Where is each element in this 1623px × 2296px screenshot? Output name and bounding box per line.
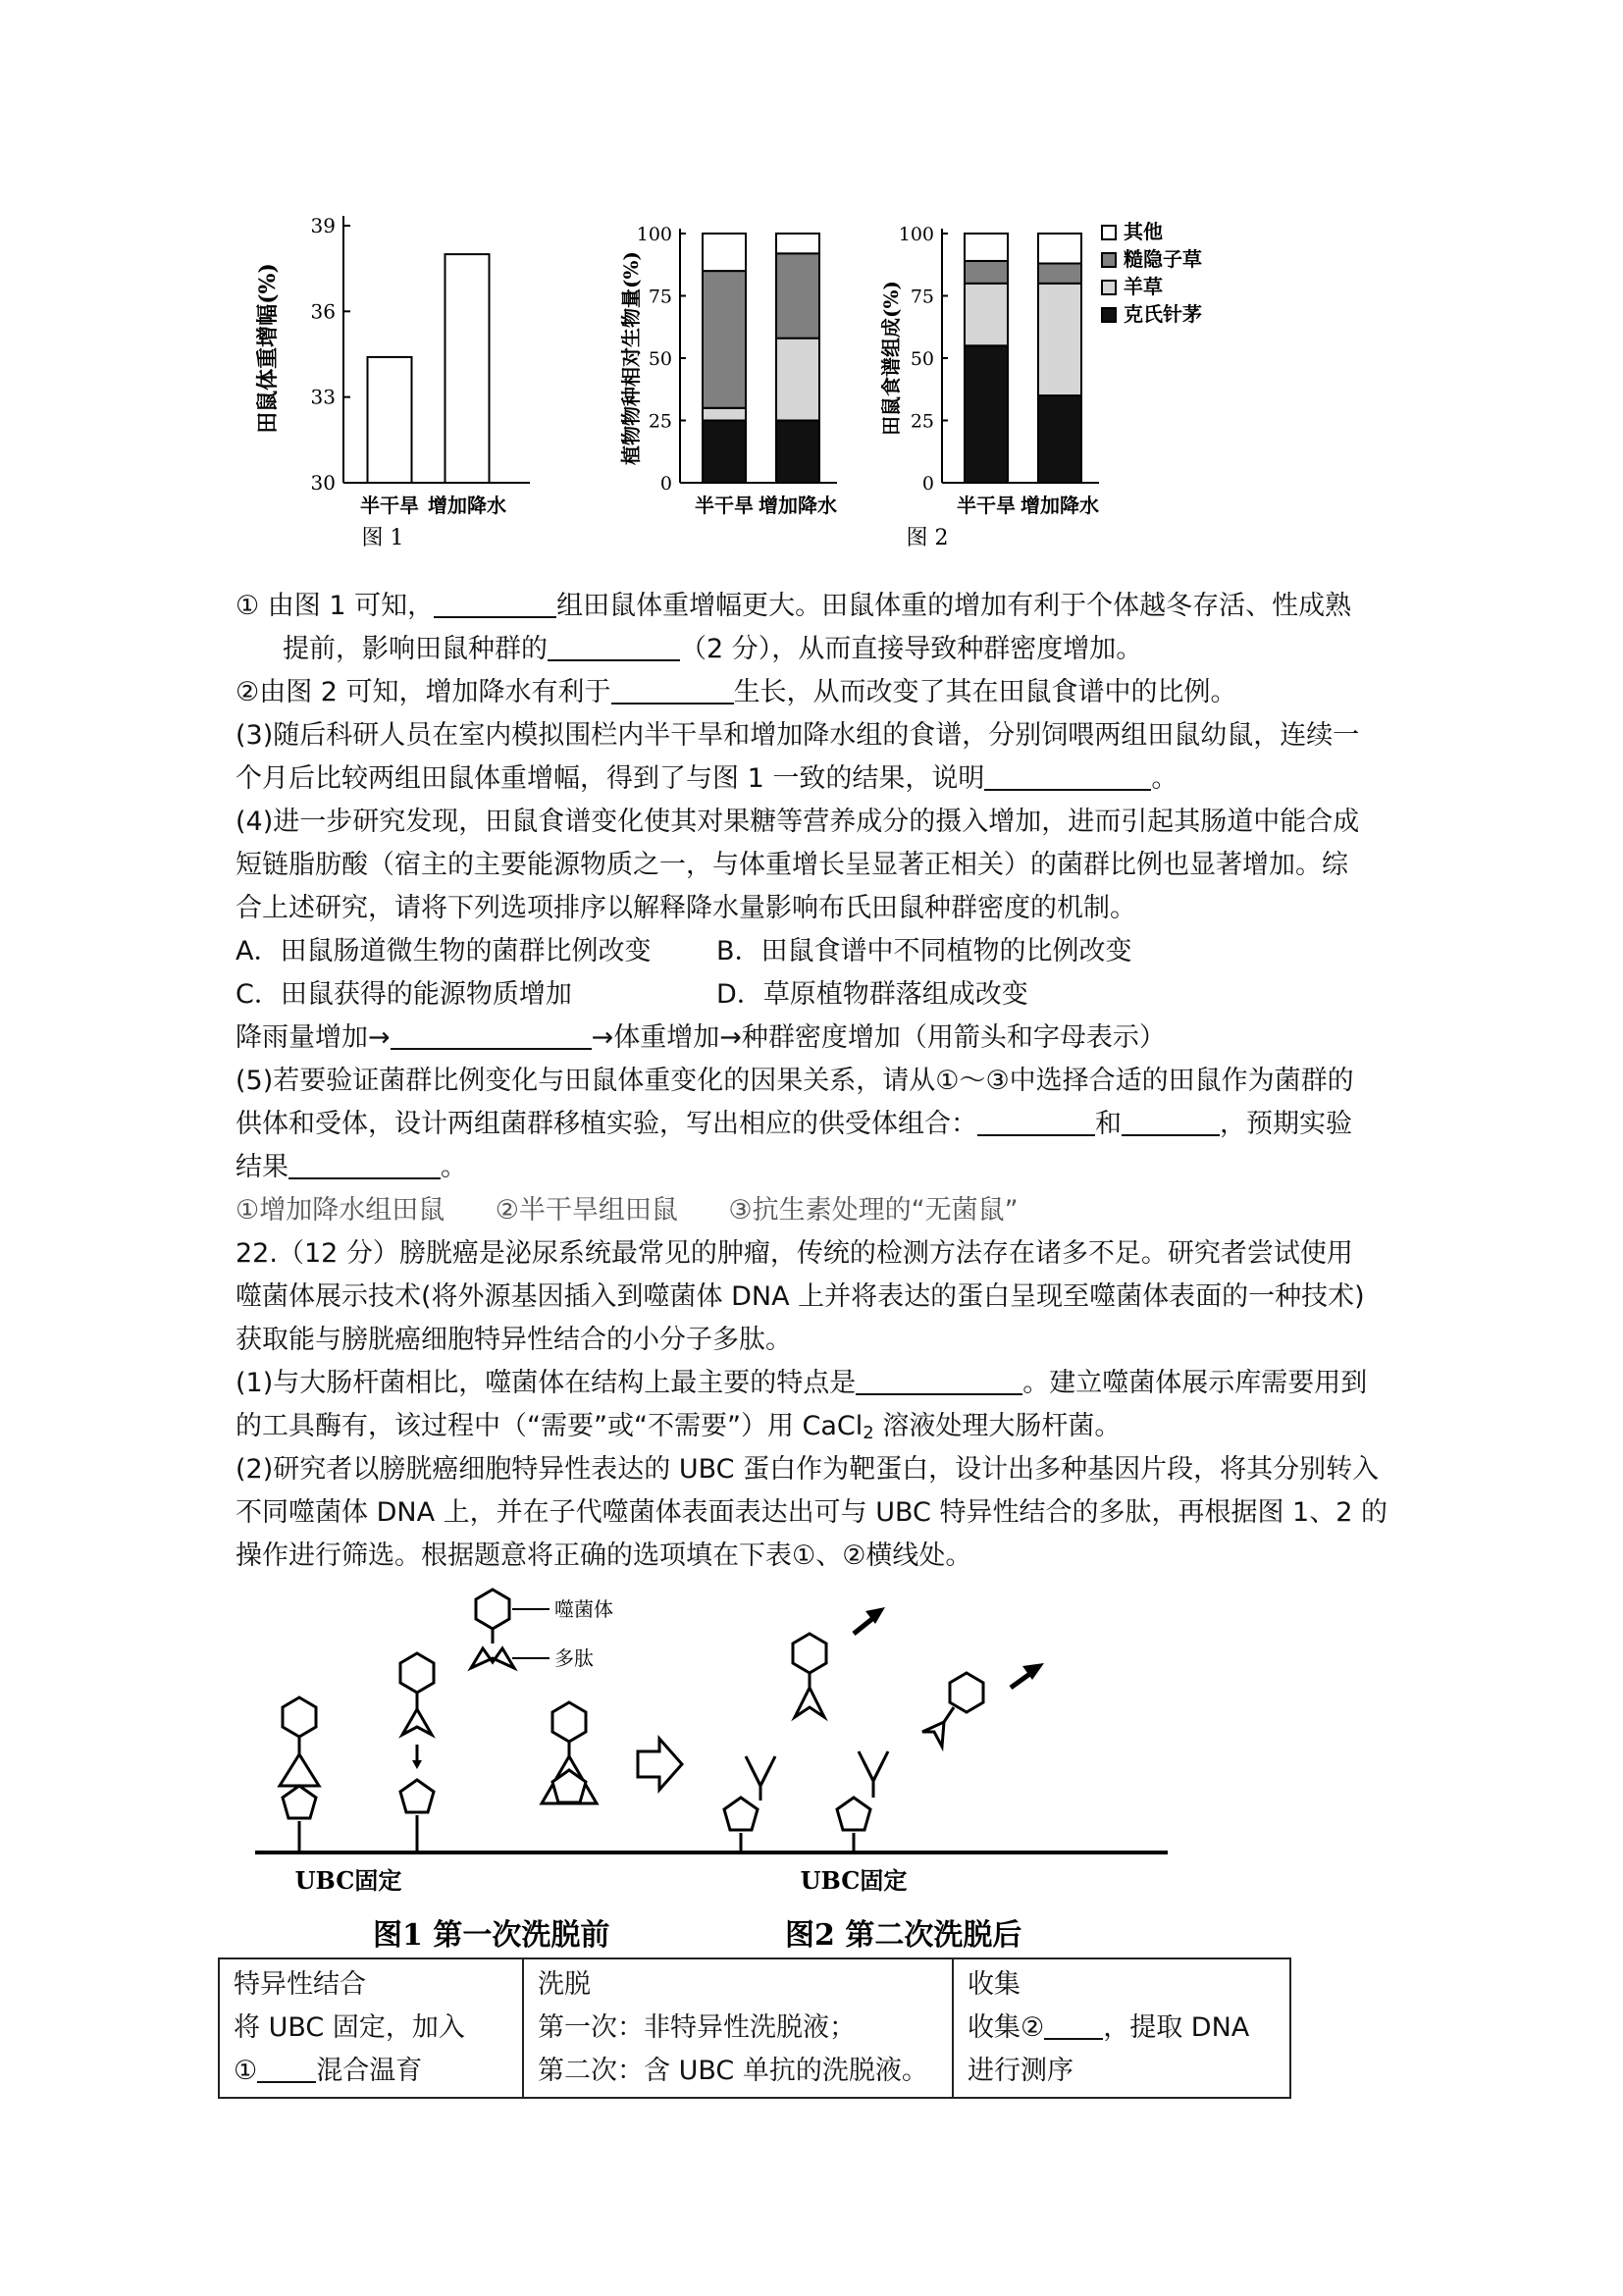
figure-1-chart xyxy=(245,206,540,559)
q1-text-a: ① 由图 1 可知， xyxy=(236,591,435,621)
q3-text-c: 。 xyxy=(1151,763,1178,794)
approaching-phage xyxy=(400,1653,434,1852)
q1-text-b: 组田鼠体重增幅更大。田鼠体重的增加有利于个体越冬存活、性成熟 xyxy=(556,591,1352,621)
fig2-bar-segment xyxy=(703,408,746,421)
fig2-bar-segment xyxy=(776,339,819,421)
fig2-ylabel: 田鼠食谱组成(%) xyxy=(879,281,903,436)
fig2-bar-segment xyxy=(1038,284,1081,395)
q1-line2 xyxy=(283,628,1490,671)
fig2-bar-segment xyxy=(965,284,1008,346)
binding-head: 特异性结合 xyxy=(234,1969,366,2000)
p22-line2: 噬菌体展示技术(将外源基因插入到噬菌体 DNA 上并将表达的蛋白呈现至噬菌体表面的一种技术) xyxy=(236,1281,1365,1312)
eluted-phage-2 xyxy=(922,1663,1044,1747)
transition-arrow xyxy=(638,1739,682,1790)
fig2-legend-label: 糙隐子草 xyxy=(1124,247,1202,271)
binding-line2 xyxy=(234,2050,508,2093)
answer-table xyxy=(218,1957,1291,2099)
fig2-bar-segment xyxy=(776,234,819,253)
q5-choices: ①增加降水组田鼠 ②半干旱组田鼠 ③抗生素处理的“无菌鼠” xyxy=(236,1195,1019,1226)
q4-seq-b: →体重增加→种群密度增加（用箭头和字母表示） xyxy=(591,1022,1166,1053)
peptide-label: 多肽 xyxy=(554,1646,594,1670)
p22-q1-line1 xyxy=(236,1362,1442,1405)
antibody-complex-1 xyxy=(724,1756,775,1852)
q1-text-c: 提前，影响田鼠种群的 xyxy=(283,634,548,664)
fig1-tick-label: 36 xyxy=(310,299,336,324)
q5-text-b: 供体和受体，设计两组菌群移植实验，写出相应的供受体组合： xyxy=(236,1109,977,1139)
fig1-label: 图 1 xyxy=(361,526,404,550)
fig1-category-label: 半干旱 xyxy=(360,494,419,517)
ubc-label-1: UBC固定 xyxy=(294,1866,402,1895)
fig2-bar-segment xyxy=(1038,395,1081,483)
q5-line2 xyxy=(236,1103,1442,1146)
collect-line1-text: ，提取 DNA xyxy=(1103,2012,1250,2043)
q5-line3 xyxy=(236,1146,1442,1189)
fig1-ylabel: 田鼠体重增幅(%) xyxy=(255,263,281,434)
q5-blank-1[interactable] xyxy=(977,1105,1095,1136)
p22-line3: 获取能与膀胱癌细胞特异性结合的小分子多肽。 xyxy=(236,1325,792,1355)
p22-q1-text-c: 的工具酶有，该过程中（“需要”或“不需要”）用 CaCl xyxy=(236,1411,864,1441)
fig2-legend-swatch xyxy=(1102,226,1116,239)
fig2-tick-label: 0 xyxy=(921,473,934,495)
q5-text-d: ，预期实验 xyxy=(1220,1109,1352,1139)
fig2-bar-segment xyxy=(776,253,819,338)
fig2-bar-segment xyxy=(1038,263,1081,283)
fig2-tick-label: 75 xyxy=(648,286,672,308)
q4-sequence xyxy=(236,1017,1442,1060)
fig2-bar-segment xyxy=(965,261,1008,284)
option-b: B．田鼠食谱中不同植物的比例改变 xyxy=(716,936,1132,966)
phage-display-diagram xyxy=(236,1580,1217,1953)
fig2-category-label: 增加降水 xyxy=(1021,494,1099,517)
q4-options-row1 xyxy=(236,930,1442,973)
q3-line1: (3)随后科研人员在室内模拟围栏内半干旱和增加降水组的食谱，分别饲喂两组田鼠幼鼠，连续一 xyxy=(236,720,1360,751)
free-phage xyxy=(542,1702,597,1803)
fig2-bar-segment xyxy=(776,421,819,484)
binding-line1: 将 UBC 固定，加入 xyxy=(234,2012,465,2043)
fig2-bar-segment xyxy=(703,421,746,484)
q1-text-d: （2 分），从而直接导致种群密度增加。 xyxy=(680,634,1143,664)
q5-blank-3[interactable] xyxy=(288,1148,441,1179)
q2-line xyxy=(236,671,1442,714)
q3-text-b: 个月后比较两组田鼠体重增幅，得到了与图 1 一致的结果，说明 xyxy=(236,763,985,794)
q4-options-row2 xyxy=(236,973,1442,1017)
fig2-bar-segment xyxy=(1038,234,1081,263)
option-a: A．田鼠肠道微生物的菌群比例改变 xyxy=(236,936,652,966)
q1-blank-2[interactable] xyxy=(548,630,680,661)
elution-head: 洗脱 xyxy=(538,1969,591,2000)
fig2-category-label: 半干旱 xyxy=(695,494,754,517)
p22-q1-text-d: 溶液处理大肠杆菌。 xyxy=(873,1411,1122,1441)
fig2-bar-segment xyxy=(965,234,1008,261)
fig2-tick-label: 100 xyxy=(898,224,934,245)
table-blank-1[interactable] xyxy=(257,2052,316,2083)
fig2-bar-segment xyxy=(965,345,1008,483)
fig1-bar xyxy=(445,254,490,483)
figure-2-chart xyxy=(613,206,1320,559)
antibody-complex-2 xyxy=(837,1751,888,1852)
fig1-tick-label: 33 xyxy=(310,385,336,409)
collect-head: 收集 xyxy=(968,1969,1021,2000)
ubc-label-2: UBC固定 xyxy=(800,1866,908,1895)
binding-line2-text: 混合温育 xyxy=(316,2056,423,2086)
table-cell-binding xyxy=(219,1958,523,2098)
p22-q2-line3: 操作进行筛选。根据题意将正确的选项填在下表①、②横线处。 xyxy=(236,1540,972,1571)
fig2-tick-label: 100 xyxy=(636,224,672,245)
fig2-category-label: 增加降水 xyxy=(759,494,837,517)
p22-q1-text-b: 。建立噬菌体展示库需要用到 xyxy=(1022,1368,1368,1398)
fig1-tick-label: 39 xyxy=(310,214,336,237)
fig2-legend-swatch xyxy=(1102,308,1116,322)
q5-blank-2[interactable] xyxy=(1122,1105,1220,1136)
option-c: C．田鼠获得的能源物质增加 xyxy=(236,979,572,1010)
table-cell-elution xyxy=(523,1958,953,2098)
fig2-legend-swatch xyxy=(1102,253,1116,267)
phage-label: 噬菌体 xyxy=(554,1597,613,1621)
fig2-legend-label: 克氏针茅 xyxy=(1124,302,1202,326)
q4-line2: 短链脂肪酸（宿主的主要能源物质之一，与体重增长呈显著正相关）的菌群比例也显著增加。综 xyxy=(236,850,1348,880)
fig1-category-label: 增加降水 xyxy=(428,494,506,517)
fig2-tick-label: 25 xyxy=(910,410,934,433)
q2-text-a: ②由图 2 可知，增加降水有利于 xyxy=(236,677,611,707)
eluted-phage-1 xyxy=(793,1607,885,1717)
elution-line2: 第二次：含 UBC 单抗的洗脱液。 xyxy=(538,2056,928,2086)
blank-1-marker: ① xyxy=(234,2056,258,2086)
fig2-label: 图 2 xyxy=(906,526,949,550)
q4-seq-blank[interactable] xyxy=(391,1018,592,1050)
q4-line3: 合上述研究，请将下列选项排序以解释降水量影响布氏田鼠种群密度的机制。 xyxy=(236,893,1136,923)
table-cell-collect xyxy=(953,1958,1290,2098)
diagram-caption-2: 图2 第二次洗脱后 xyxy=(785,1918,1022,1953)
q2-blank[interactable] xyxy=(611,673,734,704)
p22-q2-line1: (2)研究者以膀胱癌细胞特异性表达的 UBC 蛋白作为靶蛋白，设计出多种基因片段，将其分别转入 xyxy=(236,1454,1380,1485)
q4-seq-a: 降雨量增加→ xyxy=(236,1022,391,1053)
fig1-bar xyxy=(368,357,412,483)
collect-line2: 进行测序 xyxy=(968,2056,1073,2086)
bound-phage-1 xyxy=(280,1697,319,1852)
q1-line1 xyxy=(236,585,1442,628)
fig2-legend-swatch xyxy=(1102,281,1116,294)
q5-text-e: 结果 xyxy=(236,1152,288,1182)
labeled-phage xyxy=(471,1590,613,1670)
fig2-tick-label: 75 xyxy=(910,286,934,308)
fig2-ylabel: 植物物种相对生物量(%) xyxy=(619,251,643,465)
p22-q1-subscript: 2 xyxy=(863,1423,874,1443)
q4-line1: (4)进一步研究发现，田鼠食谱变化使其对果糖等营养成分的摄入增加，进而引起其肠道中能合成 xyxy=(236,807,1360,837)
fig2-legend-label: 羊草 xyxy=(1124,275,1163,298)
diagram-caption-1: 图1 第一次洗脱前 xyxy=(373,1918,610,1953)
q3-blank[interactable] xyxy=(984,759,1151,791)
q5-text-c: 和 xyxy=(1095,1109,1122,1139)
q5-line1: (5)若要验证菌群比例变化与田鼠体重变化的因果关系，请从①～③中选择合适的田鼠作为菌群的 xyxy=(236,1066,1354,1096)
option-d: D．草原植物群落组成改变 xyxy=(716,979,1028,1010)
fig2-bar-segment xyxy=(703,234,746,271)
table-blank-2[interactable] xyxy=(1044,2009,1103,2040)
p22-q1-blank[interactable] xyxy=(856,1364,1022,1395)
fig2-tick-label: 0 xyxy=(659,473,672,495)
fig2-tick-label: 50 xyxy=(648,348,672,370)
elution-line1: 第一次：非特异性洗脱液； xyxy=(538,2012,856,2043)
fig2-category-label: 半干旱 xyxy=(957,494,1016,517)
q3-line2 xyxy=(236,757,1442,801)
p22-q2-line2: 不同噬菌体 DNA 上，并在子代噬菌体表面表达出可与 UBC 特异性结合的多肽，再根据图 1、2 的 xyxy=(236,1497,1387,1528)
q2-text-b: 生长，从而改变了其在田鼠食谱中的比例。 xyxy=(733,677,1237,707)
blank-2-marker: 收集② xyxy=(968,2012,1045,2043)
p22-q1-text-a: (1)与大肠杆菌相比，噬菌体在结构上最主要的特点是 xyxy=(236,1368,857,1398)
q5-text-f: 。 xyxy=(441,1152,467,1182)
collect-line1 xyxy=(968,2007,1276,2050)
fig2-tick-label: 25 xyxy=(648,410,672,433)
fig2-bar-segment xyxy=(703,271,746,408)
q1-blank-1[interactable] xyxy=(434,587,556,618)
p22-line1: 22.（12 分）膀胱癌是泌尿系统最常见的肿瘤，传统的检测方法存在诸多不足。研究者尝试使用 xyxy=(236,1238,1353,1269)
fig2-tick-label: 50 xyxy=(910,348,934,370)
fig1-tick-label: 30 xyxy=(310,471,336,495)
fig2-legend-label: 其他 xyxy=(1124,220,1163,243)
